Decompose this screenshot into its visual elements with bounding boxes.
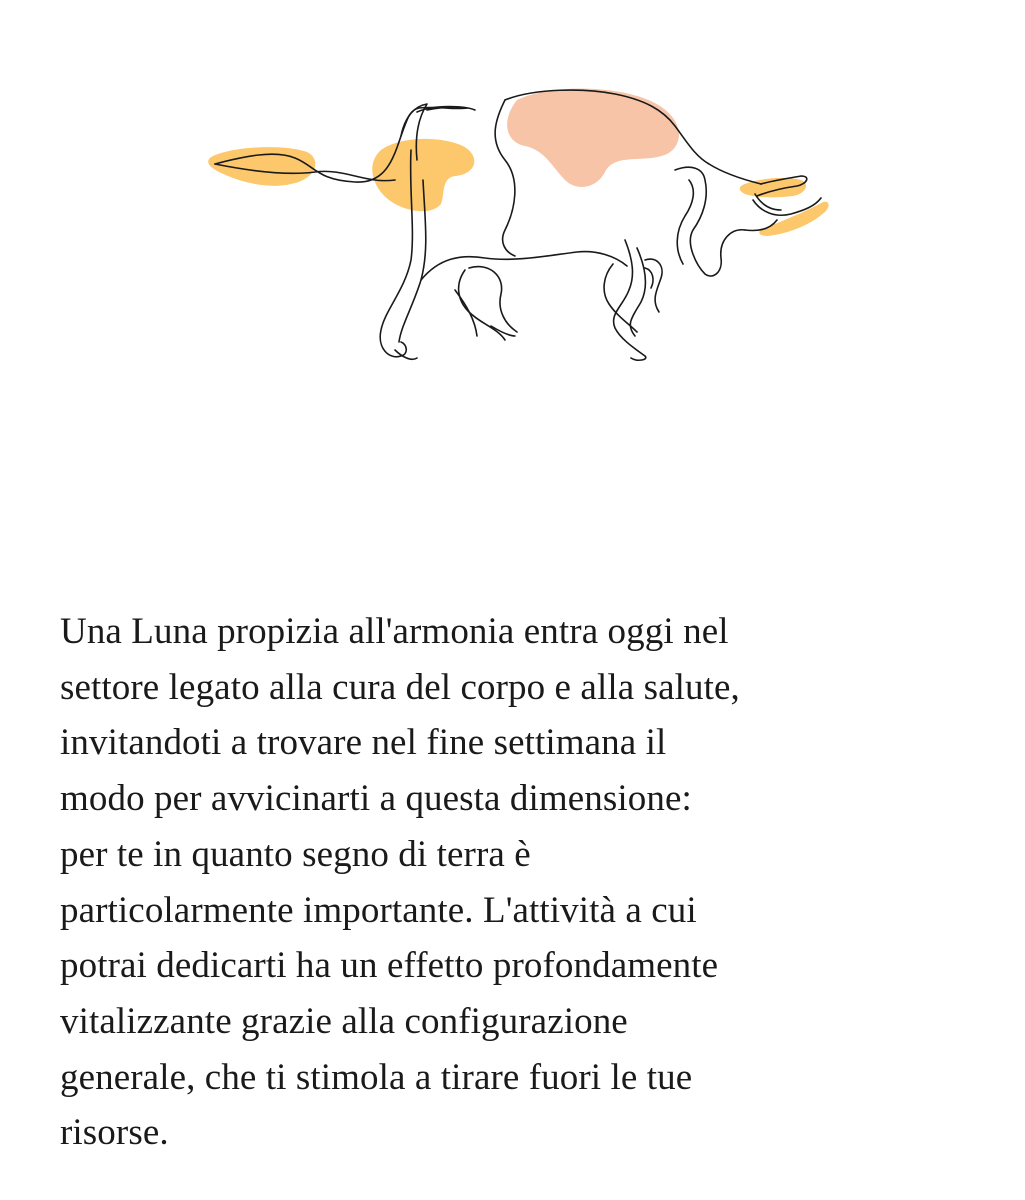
yellow-blob-back bbox=[372, 139, 474, 211]
yellow-blob-horn-bottom bbox=[759, 202, 828, 236]
taurus-bull-icon bbox=[205, 80, 835, 380]
peach-blob bbox=[507, 89, 679, 187]
horoscope-text: Una Luna propizia all'armonia entra oggi nel settore legato alla cura del corpo e alla salute, invitandoti a trovare nel fine settimana il modo per avvicinarti a questa dimensione: per te in quanto segno di terra è particolarmente importante. L'attività a cui potrai dedicarti ha un effetto profondamente vitalizzante grazie alla configurazione generale, che ti stimola a tirare fuori le tue risorse. bbox=[60, 611, 740, 1154]
